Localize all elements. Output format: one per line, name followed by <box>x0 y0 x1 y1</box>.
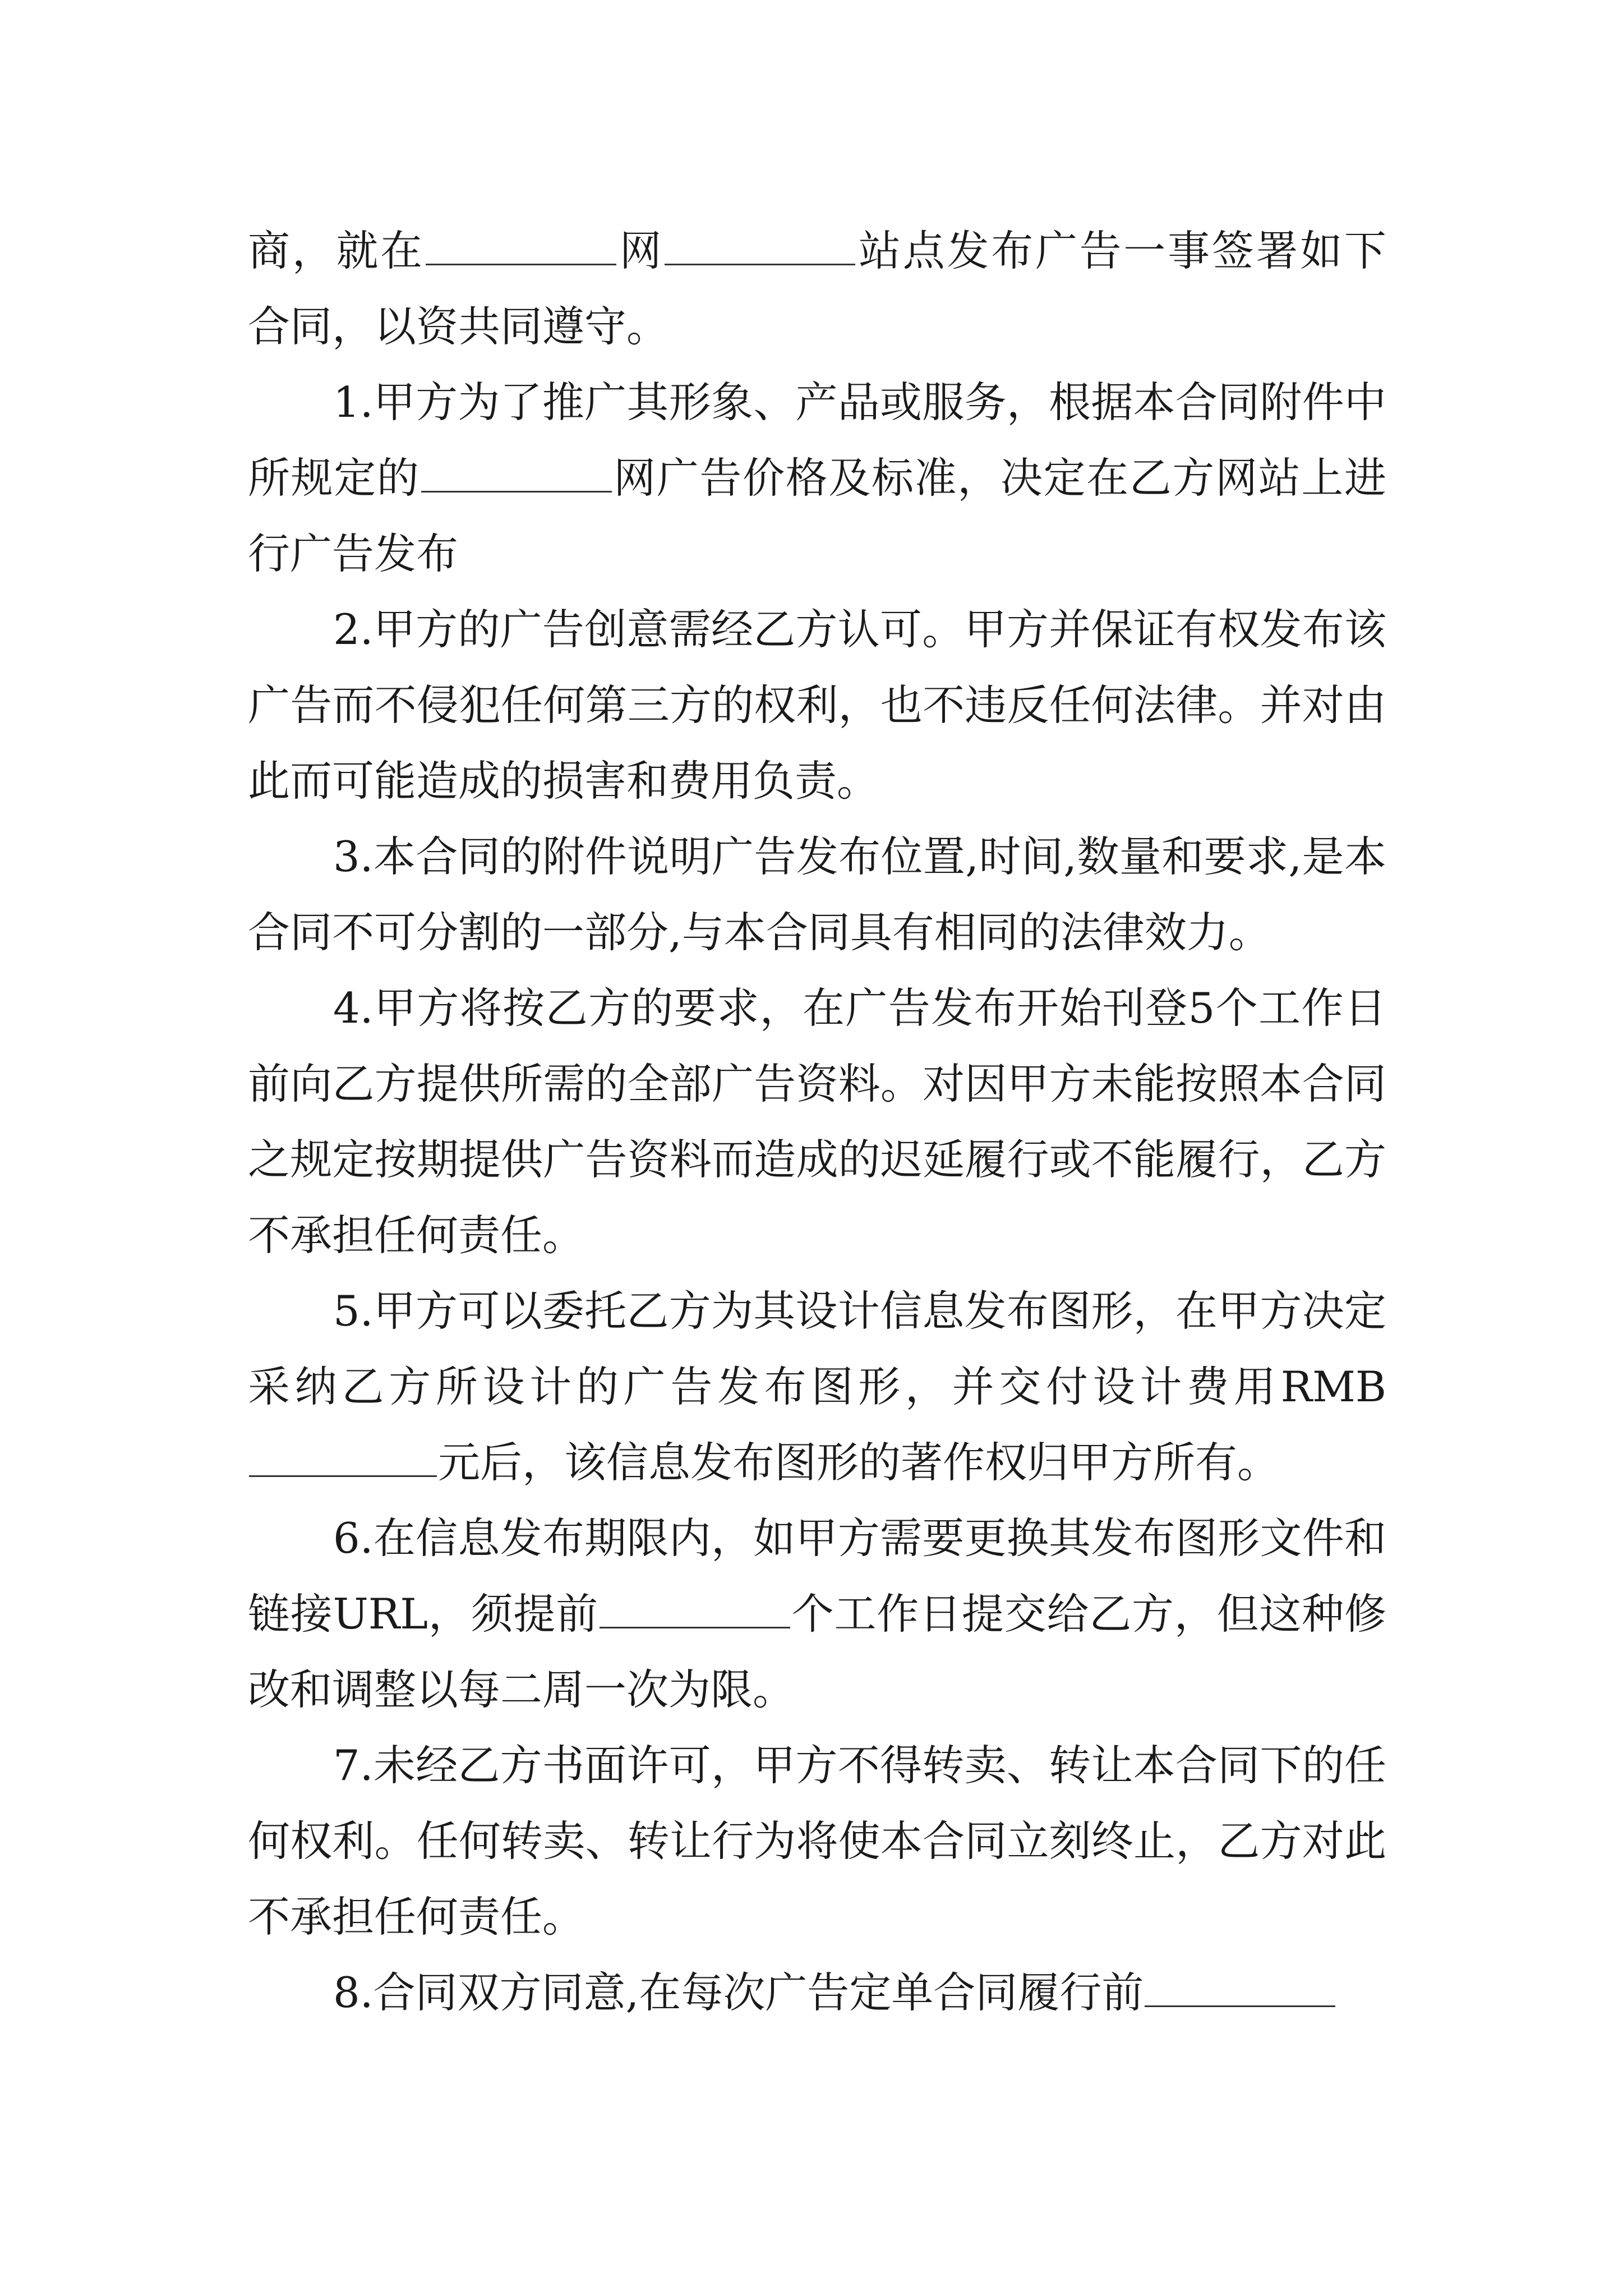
paragraph-text: 网 <box>617 226 664 275</box>
blank-line <box>421 452 612 493</box>
paragraph-text: 2.甲方的广告创意需经乙方认可。甲方并保证有权发布该广告而不侵犯任何第三方的权利，也不违反任何法律。并对由此而可能造成的损害和费用负责。 <box>248 605 1386 806</box>
paragraph-text: 站点发布广告一事签署如下合同，以资共同遵守。 <box>248 226 1386 351</box>
clause-6-paragraph <box>248 1501 1386 1728</box>
blank-line <box>249 1436 437 1477</box>
paragraph-text: 网广告价格及标准，决定在乙方网站上进行广告发布 <box>248 453 1386 578</box>
blank-line <box>665 224 855 265</box>
clause-8-paragraph <box>248 1955 1386 2031</box>
paragraph-text: 1.甲方为了推广其形象、产品或服务，根据本合同附件中所规定的 <box>248 378 1386 503</box>
paragraph-text: 6.在信息发布期限内，如甲方需要更换其发布图形文件和链接URL，须提前 <box>248 1513 1386 1639</box>
clause-1-paragraph <box>248 365 1386 592</box>
clause-5-paragraph <box>248 1273 1386 1501</box>
paragraph-text: 商，就在 <box>248 226 425 275</box>
intro-paragraph <box>248 213 1386 365</box>
clause-3-paragraph <box>248 819 1386 970</box>
blank-line <box>426 224 616 265</box>
paragraph-text: 3.本合同的附件说明广告发布位置,时间,数量和要求,是本合同不可分割的一部分,与本合同具有相同的法律效力。 <box>248 832 1386 957</box>
paragraph-text: 5.甲方可以委托乙方为其设计信息发布图形，在甲方决定采纳乙方所设计的广告发布图形，并交付设计费用RMB <box>248 1286 1386 1411</box>
paragraph-text: 个工作日提交给乙方，但这种修改和调整以每二周一次为限。 <box>248 1589 1386 1714</box>
blank-line <box>1145 1966 1335 2007</box>
clause-4-paragraph <box>248 970 1386 1273</box>
paragraph-text: 8.合同双方同意,在每次广告定单合同履行前 <box>333 1968 1144 2017</box>
clause-7-paragraph <box>248 1728 1386 1955</box>
paragraph-text: 7.未经乙方书面许可，甲方不得转卖、转让本合同下的任何权利。任何转卖、转让行为将使本合同立刻终止，乙方对此不承担任何责任。 <box>248 1741 1386 1941</box>
contract-body <box>248 213 1386 2031</box>
paragraph-text: 4.甲方将按乙方的要求，在广告发布开始刊登5个工作日前向乙方提供所需的全部广告资料。对因甲方未能按照本合同之规定按期提供广告资料而造成的迟延履行或不能履行，乙方不承担任何责任。 <box>248 983 1386 1260</box>
paragraph-text: 元后，该信息发布图形的著作权归甲方所有。 <box>438 1438 1280 1487</box>
clause-2-paragraph <box>248 592 1386 819</box>
blank-line <box>600 1588 790 1628</box>
